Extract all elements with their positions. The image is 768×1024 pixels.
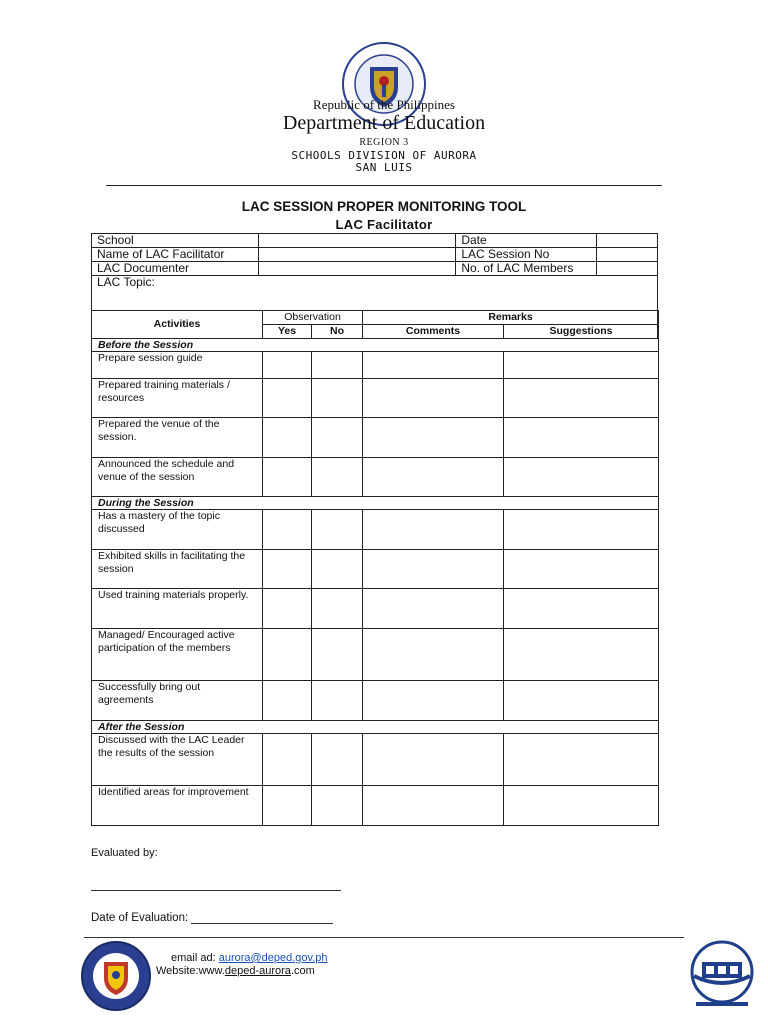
- yes-cell[interactable]: [263, 786, 312, 826]
- documenter-label: LAC Documenter: [92, 262, 259, 276]
- activity-label: Used training materials properly.: [92, 589, 263, 629]
- table-row: [92, 550, 659, 589]
- table-row: [92, 786, 659, 826]
- suggestions-cell[interactable]: [504, 550, 659, 589]
- activity-label: Discussed with the LAC Leader the results of the session: [92, 734, 263, 786]
- yes-cell[interactable]: [263, 418, 312, 458]
- yes-header: Yes: [263, 325, 312, 339]
- no-cell[interactable]: [312, 629, 363, 681]
- suggestions-cell[interactable]: [504, 418, 659, 458]
- members-field[interactable]: [597, 262, 658, 276]
- date-of-evaluation-field[interactable]: [191, 912, 333, 924]
- comments-cell[interactable]: [363, 510, 504, 550]
- activity-label: Prepared the venue of the session.: [92, 418, 263, 458]
- monitoring-table: [91, 310, 659, 826]
- suggestions-cell[interactable]: [504, 352, 659, 379]
- yes-cell[interactable]: [263, 510, 312, 550]
- table-row: [92, 734, 659, 786]
- date-field[interactable]: [597, 234, 658, 248]
- comments-cell[interactable]: [363, 458, 504, 497]
- comments-cell[interactable]: [363, 379, 504, 418]
- suggestions-cell[interactable]: [504, 510, 659, 550]
- activity-label: Announced the schedule and venue of the session: [92, 458, 263, 497]
- yes-cell[interactable]: [263, 589, 312, 629]
- yes-cell[interactable]: [263, 681, 312, 721]
- members-label: No. of LAC Members: [456, 262, 597, 276]
- comments-cell[interactable]: [363, 629, 504, 681]
- footer-divider: [84, 937, 684, 938]
- activity-label: Managed/ Encouraged active participation of the members: [92, 629, 263, 681]
- comments-cell[interactable]: [363, 352, 504, 379]
- no-cell[interactable]: [312, 589, 363, 629]
- yes-cell[interactable]: [263, 379, 312, 418]
- comments-cell[interactable]: [363, 418, 504, 458]
- signature-line[interactable]: [91, 890, 341, 891]
- documenter-field[interactable]: [258, 262, 456, 276]
- no-header: No: [312, 325, 363, 339]
- website-suffix: .com: [290, 965, 315, 977]
- facilitator-field[interactable]: [258, 248, 456, 262]
- comments-cell[interactable]: [363, 550, 504, 589]
- suggestions-cell[interactable]: [504, 589, 659, 629]
- activities-header: Activities: [92, 311, 263, 339]
- dqp-logo: [684, 938, 760, 1010]
- date-label: Date: [456, 234, 597, 248]
- table-row: [92, 379, 659, 418]
- activity-label: Has a mastery of the topic discussed: [92, 510, 263, 550]
- school-field[interactable]: [258, 234, 456, 248]
- activity-label: Prepared training materials / resources: [92, 379, 263, 418]
- activity-label: Identified areas for improvement: [92, 786, 263, 826]
- table-row: [92, 681, 659, 721]
- suggestions-header: Suggestions: [504, 325, 659, 339]
- division-heading: SCHOOLS DIVISION OF AURORA: [291, 149, 477, 162]
- comments-cell[interactable]: [363, 734, 504, 786]
- suggestions-cell[interactable]: [504, 681, 659, 721]
- website-link[interactable]: deped-aurora: [224, 965, 291, 977]
- department-heading: Department of Education: [282, 112, 486, 134]
- topic-label: LAC Topic:: [97, 275, 155, 289]
- division-seal-logo: [80, 940, 152, 1012]
- comments-cell[interactable]: [363, 786, 504, 826]
- facilitator-label: Name of LAC Facilitator: [92, 248, 259, 262]
- suggestions-cell[interactable]: [504, 379, 659, 418]
- region-heading: REGION 3: [359, 137, 409, 148]
- table-row: [92, 418, 659, 458]
- table-row: [92, 510, 659, 550]
- school-label: School: [92, 234, 259, 248]
- yes-cell[interactable]: [263, 550, 312, 589]
- no-cell[interactable]: [312, 681, 363, 721]
- section-after-title: After the Session: [92, 721, 659, 734]
- city-heading: SAN LUIS: [355, 161, 413, 174]
- table-row: [92, 589, 659, 629]
- form-title: LAC SESSION PROPER MONITORING TOOL: [241, 199, 527, 214]
- comments-cell[interactable]: [363, 681, 504, 721]
- suggestions-cell[interactable]: [504, 786, 659, 826]
- session-no-label: LAC Session No: [456, 248, 597, 262]
- suggestions-cell[interactable]: [504, 458, 659, 497]
- form-subtitle: LAC Facilitator: [335, 217, 433, 232]
- no-cell[interactable]: [312, 379, 363, 418]
- table-row: [92, 629, 659, 681]
- republic-heading: Republic of the Philippines: [313, 97, 455, 112]
- email-label: email ad:: [171, 952, 216, 964]
- date-of-evaluation: [91, 912, 333, 924]
- no-cell[interactable]: [312, 786, 363, 826]
- activity-label: Exhibited skills in facilitating the session: [92, 550, 263, 589]
- table-row: [92, 458, 659, 497]
- session-no-field[interactable]: [597, 248, 658, 262]
- section-during-title: During the Session: [92, 497, 659, 510]
- activity-label: Prepare session guide: [92, 352, 263, 379]
- no-cell[interactable]: [312, 510, 363, 550]
- yes-cell[interactable]: [263, 458, 312, 497]
- comments-cell[interactable]: [363, 589, 504, 629]
- section-before-title: Before the Session: [92, 339, 659, 352]
- website-line: [156, 965, 315, 977]
- no-cell[interactable]: [312, 734, 363, 786]
- no-cell[interactable]: [312, 418, 363, 458]
- yes-cell[interactable]: [263, 629, 312, 681]
- no-cell[interactable]: [312, 352, 363, 379]
- date-of-evaluation-label: Date of Evaluation:: [91, 912, 189, 924]
- header-divider: [106, 185, 662, 186]
- activity-label: Successfully bring out agreements: [92, 681, 263, 721]
- yes-cell[interactable]: [263, 352, 312, 379]
- email-line: [171, 952, 328, 964]
- yes-cell[interactable]: [263, 734, 312, 786]
- no-cell[interactable]: [312, 458, 363, 497]
- observation-header: Observation: [263, 311, 363, 325]
- remarks-header: Remarks: [363, 311, 659, 325]
- table-row: [92, 352, 659, 379]
- comments-header: Comments: [363, 325, 504, 339]
- suggestions-cell[interactable]: [504, 734, 659, 786]
- website-prefix: www.: [198, 965, 225, 977]
- no-cell[interactable]: [312, 550, 363, 589]
- suggestions-cell[interactable]: [504, 629, 659, 681]
- evaluated-by-label: Evaluated by:: [91, 847, 158, 859]
- website-label: Website:: [156, 965, 199, 977]
- email-link[interactable]: aurora@deped.gov.ph: [218, 952, 328, 964]
